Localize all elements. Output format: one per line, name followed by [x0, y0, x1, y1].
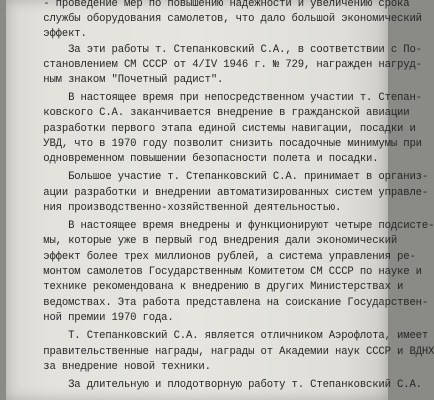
- text-line: ния производственно-хозяйственной деятельностью.: [6, 202, 342, 214]
- text-line: Большое участие т. Степанковский С.А. принимает в организ-: [6, 171, 429, 183]
- text-line: правительственные награды, награды от Академии наук СССР и ВДНХ: [6, 346, 434, 358]
- text-line: эффект.: [6, 28, 87, 40]
- text-line: становлением СМ СССР от 4/IV 1946 г. № 729, награжден нагруд-: [6, 59, 422, 71]
- document-page: [6, 0, 434, 400]
- text-line: мы, которые уже в первый год внедрения дали экономический: [6, 235, 398, 247]
- text-line: За длительную и плодотворную работу т. Степанковский С.А.: [6, 379, 422, 391]
- text-line: эффект более трех миллионов рублей, а система управления ре-: [6, 251, 416, 263]
- text-line: ковского С.А. заканчивается внедрение в гражданской авиации: [6, 107, 410, 119]
- text-line: Т. Степанковский С.А. является отличником Аэрофлота, имеет: [6, 330, 429, 342]
- text-line: монтом самолетов Государственным Комитетом СМ СССР по науке и: [6, 266, 422, 278]
- text-line: За эти работы т. Степанковский С.А., в соответствии с По-: [6, 44, 422, 56]
- text-line: разработки первого этапа единой системы навигации, посадки и: [6, 123, 416, 135]
- text-line: ации разработки и внедрении автоматизированных систем управле-: [6, 187, 429, 199]
- text-line: - проведение мер по повышению надежности и увеличению срока: [6, 0, 410, 10]
- text-line: ным знаком "Почетный радист".: [6, 74, 224, 86]
- text-line: УВД, что в 1970 году позволит снизить посадочные минимумы при: [6, 138, 422, 150]
- text-line: ной премии 1970 года.: [6, 312, 174, 324]
- text-line: за внедрение новой техники.: [6, 361, 211, 373]
- text-line: одновременном повышении безопасности полета и посадки.: [6, 153, 379, 165]
- text-line: технике рекомендована к внедрению в других Министерствах и: [6, 281, 404, 293]
- text-line: ведомствах. Эта работа представлена на соискание Государствен-: [6, 297, 429, 309]
- text-line: В настоящее время при непосредственном участии т. Степан-: [6, 92, 422, 104]
- text-line: службы оборудования самолетов, что дало большой экономический: [6, 13, 422, 25]
- text-line: В настоящее время внедрены и функционируют четыре подсисте-: [6, 220, 434, 232]
